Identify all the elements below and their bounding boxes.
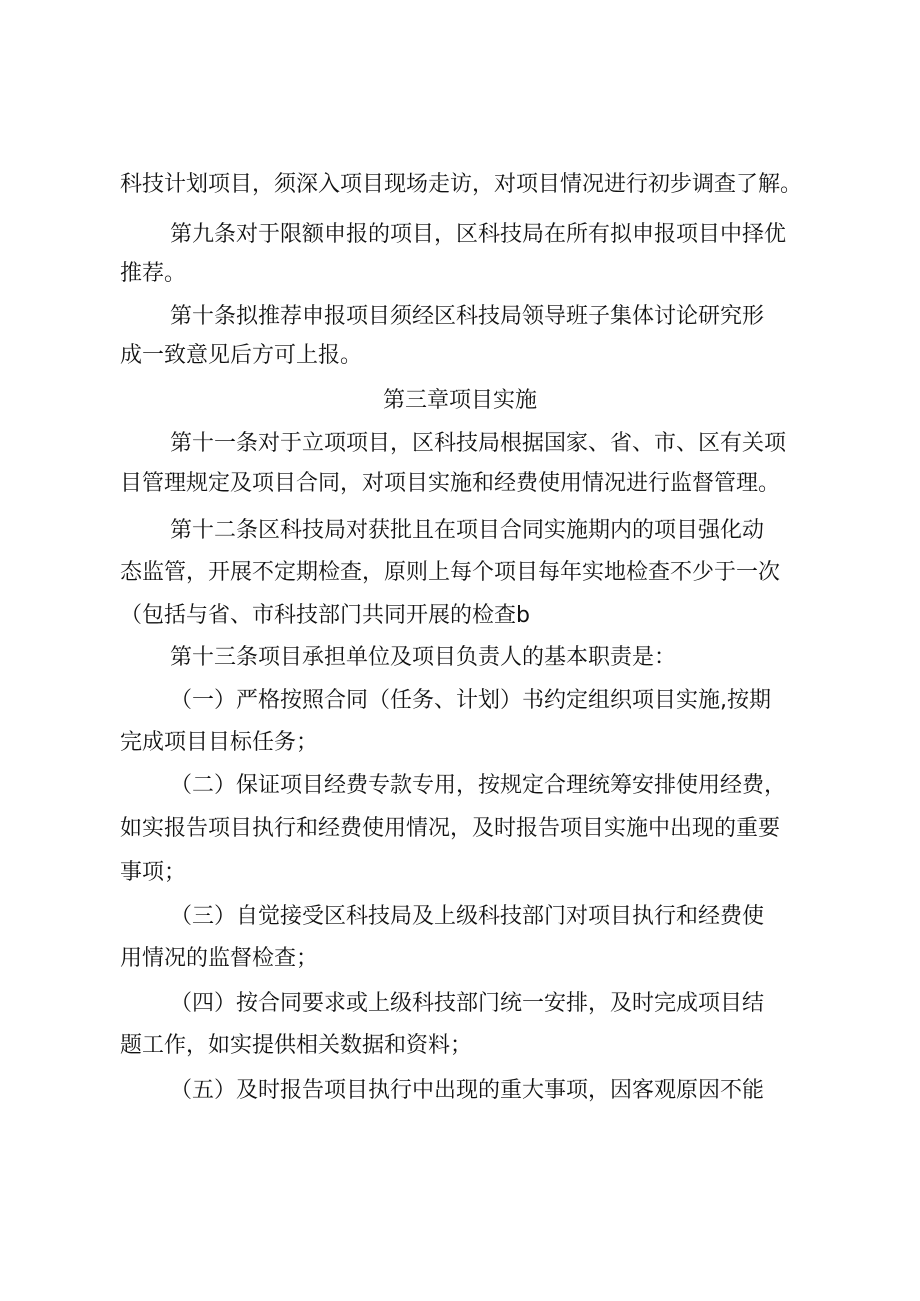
text-line: （一）严格按照合同（任务、计划）书约定组织项目实施,按期 xyxy=(170,688,771,713)
text-line: 科技计划项目，须深入项目现场走访，对项目情况进行初步调查了解。 xyxy=(120,172,803,197)
text-line: 第十条拟推荐申报项目须经区科技局领导班子集体讨论研究形 xyxy=(170,304,765,329)
text-line: （五）及时报告项目执行中出现的重大事项，因客观原因不能 xyxy=(170,1078,765,1103)
text-line: （四）按合同要求或上级科技部门统一安排，及时完成项目结 xyxy=(170,991,765,1016)
text-line: （包括与省、市科技部门共同开展的检查b xyxy=(120,603,530,628)
text-line: 推荐。 xyxy=(120,261,187,286)
text-line: 目管理规定及项目合同，对项目实施和经费使用情况进行监督管理。 xyxy=(120,471,781,496)
text-line: 如实报告项目执行和经费使用情况，及时报告项目实施中出现的重要 xyxy=(120,816,781,841)
text-line: 第九条对于限额申报的项目，区科技局在所有拟申报项目中择优 xyxy=(170,222,787,247)
text-line: 第十三条项目承担单位及项目负责人的基本职责是： xyxy=(170,645,677,670)
text-line: 第十一条对于立项项目，区科技局根据国家、省、市、区有关项 xyxy=(170,431,787,456)
chapter-heading: 第三章项目实施 xyxy=(382,388,537,413)
text-line: 事项； xyxy=(120,860,187,885)
text-line: 用情况的监督检查； xyxy=(120,946,319,971)
text-line: （三）自觉接受区科技局及上级科技部门对项目执行和经费使 xyxy=(170,904,765,929)
text-line: （二）保证项目经费专款专用，按规定合理统筹安排使用经费， xyxy=(170,773,787,798)
text-line: 完成项目目标任务； xyxy=(120,730,319,755)
text-line: 态监管，开展不定期检查，原则上每个项目每年实地检查不少于一次 xyxy=(120,560,781,585)
text-line: 第十二条区科技局对获批且在项目合同实施期内的项目强化动 xyxy=(170,518,765,543)
text-line: 成一致意见后方可上报。 xyxy=(120,343,363,368)
text-line: 题工作，如实提供相关数据和资料； xyxy=(120,1033,473,1058)
